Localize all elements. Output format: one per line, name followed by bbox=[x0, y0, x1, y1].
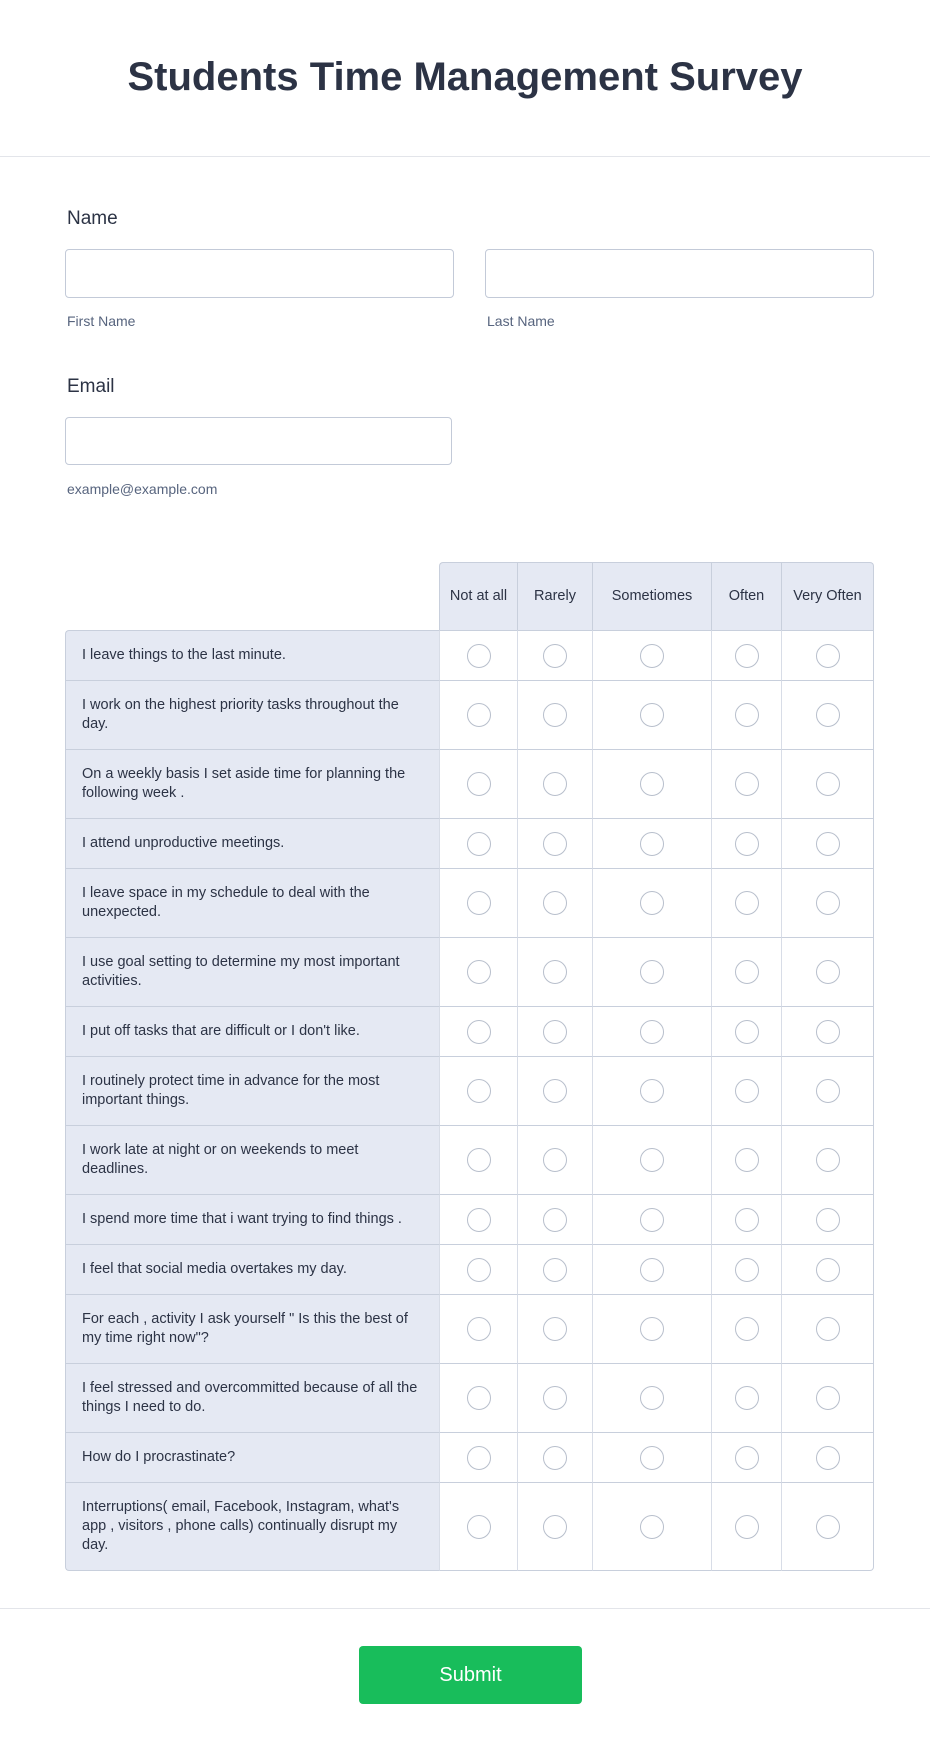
radio-cell bbox=[517, 1363, 592, 1432]
matrix-row bbox=[65, 1125, 874, 1194]
matrix-row bbox=[65, 630, 874, 680]
radio-button[interactable] bbox=[735, 891, 759, 915]
matrix-row bbox=[65, 937, 874, 1006]
radio-cell bbox=[439, 1125, 517, 1194]
radio-cell bbox=[439, 1194, 517, 1244]
radio-button[interactable] bbox=[816, 772, 840, 796]
radio-button[interactable] bbox=[816, 1079, 840, 1103]
radio-button[interactable] bbox=[467, 1317, 491, 1341]
radio-button[interactable] bbox=[543, 1515, 567, 1539]
matrix-row bbox=[65, 1294, 874, 1363]
row-question: For each , activity I ask yourself " Is this the best of my time right now"? bbox=[65, 1294, 439, 1363]
radio-button[interactable] bbox=[816, 832, 840, 856]
radio-cell bbox=[711, 1432, 781, 1482]
radio-cell bbox=[781, 1482, 874, 1571]
radio-cell bbox=[439, 937, 517, 1006]
matrix-row bbox=[65, 868, 874, 937]
radio-cell bbox=[592, 749, 711, 818]
column-header: Rarely bbox=[517, 562, 592, 630]
radio-button[interactable] bbox=[467, 644, 491, 668]
radio-cell bbox=[592, 680, 711, 749]
radio-button[interactable] bbox=[543, 1148, 567, 1172]
radio-cell bbox=[781, 1363, 874, 1432]
footer-divider bbox=[0, 1608, 930, 1609]
radio-cell bbox=[439, 749, 517, 818]
radio-button[interactable] bbox=[640, 772, 664, 796]
radio-button[interactable] bbox=[735, 1208, 759, 1232]
radio-button[interactable] bbox=[467, 891, 491, 915]
radio-button[interactable] bbox=[816, 703, 840, 727]
radio-button[interactable] bbox=[640, 1208, 664, 1232]
radio-cell bbox=[517, 1194, 592, 1244]
radio-button[interactable] bbox=[640, 1079, 664, 1103]
radio-button[interactable] bbox=[735, 703, 759, 727]
radio-button[interactable] bbox=[467, 960, 491, 984]
radio-cell bbox=[517, 1125, 592, 1194]
radio-cell bbox=[592, 937, 711, 1006]
row-question: How do I procrastinate? bbox=[65, 1432, 439, 1482]
radio-cell bbox=[592, 818, 711, 868]
row-question: On a weekly basis I set aside time for planning the following week . bbox=[65, 749, 439, 818]
radio-cell bbox=[592, 1006, 711, 1056]
radio-button[interactable] bbox=[543, 1386, 567, 1410]
matrix-corner bbox=[65, 562, 439, 630]
column-header: Sometiomes bbox=[592, 562, 711, 630]
radio-button[interactable] bbox=[640, 1317, 664, 1341]
radio-button[interactable] bbox=[816, 1148, 840, 1172]
radio-button[interactable] bbox=[640, 703, 664, 727]
radio-button[interactable] bbox=[543, 1020, 567, 1044]
radio-cell bbox=[592, 1056, 711, 1125]
radio-button[interactable] bbox=[816, 1208, 840, 1232]
row-question: I routinely protect time in advance for the most important things. bbox=[65, 1056, 439, 1125]
radio-cell bbox=[711, 937, 781, 1006]
radio-cell bbox=[711, 749, 781, 818]
last-name-sublabel: Last Name bbox=[487, 313, 555, 329]
radio-button[interactable] bbox=[735, 1148, 759, 1172]
matrix-row bbox=[65, 1244, 874, 1294]
radio-button[interactable] bbox=[543, 772, 567, 796]
submit-button[interactable]: Submit bbox=[359, 1646, 582, 1704]
row-question: I feel that social media overtakes my day. bbox=[65, 1244, 439, 1294]
radio-cell bbox=[592, 1363, 711, 1432]
radio-cell bbox=[439, 1432, 517, 1482]
first-name-sublabel: First Name bbox=[67, 313, 136, 329]
radio-button[interactable] bbox=[467, 832, 491, 856]
radio-cell bbox=[711, 1194, 781, 1244]
radio-cell bbox=[711, 630, 781, 680]
radio-button[interactable] bbox=[816, 1317, 840, 1341]
radio-button[interactable] bbox=[467, 1148, 491, 1172]
radio-cell bbox=[439, 1244, 517, 1294]
radio-button[interactable] bbox=[467, 772, 491, 796]
radio-cell bbox=[711, 680, 781, 749]
matrix-row bbox=[65, 1432, 874, 1482]
email-label: Email bbox=[67, 376, 115, 397]
row-question: Interruptions( email, Facebook, Instagram, what's app , visitors , phone calls) continually disrupt my day. bbox=[65, 1482, 439, 1571]
radio-cell bbox=[781, 868, 874, 937]
radio-cell bbox=[517, 937, 592, 1006]
radio-button[interactable] bbox=[816, 960, 840, 984]
radio-button[interactable] bbox=[467, 703, 491, 727]
radio-cell bbox=[592, 630, 711, 680]
radio-cell bbox=[592, 1244, 711, 1294]
radio-button[interactable] bbox=[543, 1208, 567, 1232]
row-question: I spend more time that i want trying to find things . bbox=[65, 1194, 439, 1244]
matrix-row bbox=[65, 680, 874, 749]
radio-button[interactable] bbox=[640, 1148, 664, 1172]
radio-cell bbox=[439, 868, 517, 937]
radio-button[interactable] bbox=[816, 644, 840, 668]
row-question: I feel stressed and overcommitted because of all the things I need to do. bbox=[65, 1363, 439, 1432]
radio-button[interactable] bbox=[640, 1515, 664, 1539]
email-sublabel: example@example.com bbox=[67, 481, 218, 497]
email-input[interactable] bbox=[65, 417, 452, 465]
radio-cell bbox=[592, 868, 711, 937]
radio-button[interactable] bbox=[640, 1020, 664, 1044]
radio-button[interactable] bbox=[640, 891, 664, 915]
radio-cell bbox=[711, 1244, 781, 1294]
matrix-row bbox=[65, 1194, 874, 1244]
matrix-row bbox=[65, 749, 874, 818]
radio-cell bbox=[781, 1244, 874, 1294]
last-name-input[interactable] bbox=[485, 249, 874, 298]
radio-button[interactable] bbox=[640, 1258, 664, 1282]
radio-cell bbox=[711, 1482, 781, 1571]
radio-cell bbox=[781, 1006, 874, 1056]
radio-button[interactable] bbox=[816, 1258, 840, 1282]
row-question: I put off tasks that are difficult or I don't like. bbox=[65, 1006, 439, 1056]
radio-button[interactable] bbox=[735, 832, 759, 856]
radio-cell bbox=[439, 1006, 517, 1056]
radio-cell bbox=[517, 1056, 592, 1125]
column-header: Often bbox=[711, 562, 781, 630]
radio-cell bbox=[781, 1432, 874, 1482]
radio-cell bbox=[781, 1294, 874, 1363]
radio-button[interactable] bbox=[543, 891, 567, 915]
radio-button[interactable] bbox=[543, 960, 567, 984]
radio-cell bbox=[711, 1125, 781, 1194]
radio-cell bbox=[439, 1482, 517, 1571]
radio-cell bbox=[711, 818, 781, 868]
radio-button[interactable] bbox=[640, 1386, 664, 1410]
radio-cell bbox=[781, 630, 874, 680]
row-question: I leave space in my schedule to deal with the unexpected. bbox=[65, 868, 439, 937]
matrix-row bbox=[65, 1056, 874, 1125]
radio-button[interactable] bbox=[467, 1208, 491, 1232]
radio-button[interactable] bbox=[735, 1386, 759, 1410]
matrix-row bbox=[65, 818, 874, 868]
radio-cell bbox=[517, 1294, 592, 1363]
radio-cell bbox=[439, 1294, 517, 1363]
radio-button[interactable] bbox=[816, 1515, 840, 1539]
radio-button[interactable] bbox=[735, 1317, 759, 1341]
radio-cell bbox=[439, 630, 517, 680]
radio-button[interactable] bbox=[816, 1386, 840, 1410]
radio-button[interactable] bbox=[735, 1446, 759, 1470]
radio-cell bbox=[781, 818, 874, 868]
radio-cell bbox=[439, 818, 517, 868]
radio-cell bbox=[781, 749, 874, 818]
radio-cell bbox=[517, 749, 592, 818]
radio-cell bbox=[517, 1432, 592, 1482]
radio-button[interactable] bbox=[467, 1020, 491, 1044]
radio-button[interactable] bbox=[816, 891, 840, 915]
radio-button[interactable] bbox=[640, 960, 664, 984]
matrix-row bbox=[65, 1363, 874, 1432]
radio-button[interactable] bbox=[543, 1079, 567, 1103]
radio-cell bbox=[592, 1194, 711, 1244]
radio-button[interactable] bbox=[467, 1079, 491, 1103]
matrix-row bbox=[65, 1006, 874, 1056]
radio-button[interactable] bbox=[640, 644, 664, 668]
radio-button[interactable] bbox=[467, 1258, 491, 1282]
radio-cell bbox=[592, 1294, 711, 1363]
row-question: I leave things to the last minute. bbox=[65, 630, 439, 680]
matrix-table bbox=[65, 562, 874, 1571]
radio-cell bbox=[439, 680, 517, 749]
radio-button[interactable] bbox=[467, 1515, 491, 1539]
row-question: I attend unproductive meetings. bbox=[65, 818, 439, 868]
radio-cell bbox=[517, 818, 592, 868]
radio-cell bbox=[781, 1194, 874, 1244]
radio-cell bbox=[517, 630, 592, 680]
radio-button[interactable] bbox=[543, 703, 567, 727]
radio-cell bbox=[711, 1294, 781, 1363]
radio-button[interactable] bbox=[467, 1386, 491, 1410]
name-label: Name bbox=[67, 208, 118, 229]
first-name-input[interactable] bbox=[65, 249, 454, 298]
radio-cell bbox=[517, 1482, 592, 1571]
form-title: Students Time Management Survey bbox=[127, 54, 803, 99]
radio-button[interactable] bbox=[543, 1317, 567, 1341]
radio-cell bbox=[439, 1363, 517, 1432]
radio-cell bbox=[711, 868, 781, 937]
radio-button[interactable] bbox=[816, 1020, 840, 1044]
radio-cell bbox=[517, 1006, 592, 1056]
radio-button[interactable] bbox=[735, 772, 759, 796]
radio-cell bbox=[781, 680, 874, 749]
radio-cell bbox=[781, 1056, 874, 1125]
radio-cell bbox=[517, 680, 592, 749]
radio-button[interactable] bbox=[543, 1258, 567, 1282]
radio-button[interactable] bbox=[640, 832, 664, 856]
column-header: Not at all bbox=[439, 562, 517, 630]
radio-cell bbox=[781, 937, 874, 1006]
radio-cell bbox=[592, 1482, 711, 1571]
radio-cell bbox=[711, 1056, 781, 1125]
radio-button[interactable] bbox=[543, 832, 567, 856]
radio-cell bbox=[517, 868, 592, 937]
radio-cell bbox=[592, 1432, 711, 1482]
radio-cell bbox=[711, 1006, 781, 1056]
matrix-row bbox=[65, 1482, 874, 1571]
radio-button[interactable] bbox=[543, 1446, 567, 1470]
radio-button[interactable] bbox=[735, 1258, 759, 1282]
row-question: I use goal setting to determine my most important activities. bbox=[65, 937, 439, 1006]
column-header: Very Often bbox=[781, 562, 874, 630]
row-question: I work late at night or on weekends to meet deadlines. bbox=[65, 1125, 439, 1194]
form-header bbox=[0, 0, 930, 157]
radio-cell bbox=[711, 1363, 781, 1432]
row-question: I work on the highest priority tasks throughout the day. bbox=[65, 680, 439, 749]
radio-button[interactable] bbox=[735, 960, 759, 984]
radio-button[interactable] bbox=[640, 1446, 664, 1470]
radio-button[interactable] bbox=[467, 1446, 491, 1470]
radio-cell bbox=[517, 1244, 592, 1294]
radio-cell bbox=[781, 1125, 874, 1194]
radio-button[interactable] bbox=[543, 644, 567, 668]
radio-button[interactable] bbox=[735, 1020, 759, 1044]
radio-button[interactable] bbox=[735, 1515, 759, 1539]
radio-button[interactable] bbox=[816, 1446, 840, 1470]
radio-cell bbox=[439, 1056, 517, 1125]
radio-button[interactable] bbox=[735, 1079, 759, 1103]
radio-button[interactable] bbox=[735, 644, 759, 668]
radio-cell bbox=[592, 1125, 711, 1194]
